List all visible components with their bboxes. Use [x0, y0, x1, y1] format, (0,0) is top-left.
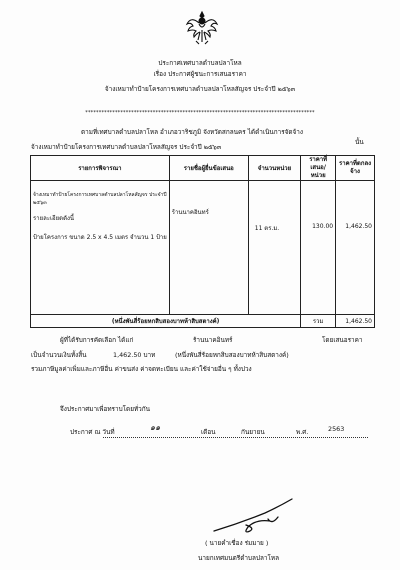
total-value: 1,462.50: [345, 223, 372, 230]
date-day: ๑๑: [150, 423, 161, 432]
col-header-vendor: รายชื่อผู้ยื่นข้อเสนอ: [169, 156, 248, 181]
award-vendor: ร้านนาคอินทร์: [193, 336, 233, 344]
col-header-units: จำนวนหน่วย: [248, 156, 301, 181]
table-footer-row: [31, 315, 375, 328]
award-amount-label: เป็นจำนวนเงินทั้งสิ้น: [31, 351, 87, 359]
footer-total: 1,462.50: [336, 315, 375, 328]
date-dotted-line: [103, 437, 368, 438]
unit-price-value: 130.00: [312, 223, 334, 230]
garuda-emblem-icon: [185, 10, 219, 46]
award-amount-words: (หนึ่งพันสี่ร้อยหกสิบสองบาทห้าสิบสตางค์): [175, 351, 289, 359]
col-header-total: ราคาที่ตกลงจ้าง: [336, 156, 375, 181]
vendor-cell: [169, 181, 248, 315]
vendor-name: ร้านนาคอินทร์: [171, 209, 209, 216]
header-org: ประกาศเทศบาลตำบลปลาโหล: [158, 59, 242, 67]
award-amount: 1,462.50 บาท: [113, 351, 156, 359]
date-year: 2563: [328, 425, 345, 433]
item-sub: รายละเอียดดังนี้: [33, 215, 75, 222]
award-label: ผู้ที่ได้รับการคัดเลือก ได้แก่: [60, 336, 134, 344]
unit-price-cell: [301, 181, 336, 315]
intro-line-2: จ้างเหมาทำป้ายโครงการเทศบาลตำบลปลาโหลสัญจร ประจำปี ๒๕๖๓: [31, 143, 222, 151]
table-row: [31, 181, 375, 315]
item-cell: [31, 181, 170, 315]
date-year-label: พ.ศ.: [296, 428, 309, 436]
header-subject: เรื่อง ประกาศผู้ชนะการเสนอราคา: [153, 70, 247, 78]
handwritten-signature: [210, 495, 305, 535]
intro-line-2-end: นั้น: [355, 138, 364, 146]
star-divider: *************************************************************************************: [85, 110, 315, 116]
units-value: 11 ตร.ม.: [254, 225, 280, 232]
footer-label: รวม: [301, 315, 336, 328]
col-header-item: รายการพิจารณา: [31, 156, 170, 181]
date-month-label: เดือน: [201, 428, 216, 436]
table-header-row: [31, 156, 375, 181]
award-offer-label: โดยเสนอราคา: [322, 336, 363, 344]
units-cell: [248, 181, 301, 315]
item-detail: ป้ายโครงการ ขนาด 2.5 x 4.5 เมตร จำนวน 1 ป้าย: [33, 234, 167, 241]
intro-line-1: ตามที่เทศบาลตำบลปลาโหล อำเภอวาริชภูมิ จังหวัดสกลนคร ได้ดำเนินการจัดจ้าง: [81, 128, 303, 136]
date-month: กันยายน: [241, 428, 265, 436]
item-title: จ้างเหมาทำป้ายโครงการเทศบาลตำบลปลาโหลสัญจร ประจำปี ๒๕๖๓: [33, 192, 167, 206]
total-cell: [336, 181, 375, 315]
award-tax-note: รวมภาษีมูลค่าเพิ่มและภาษีอื่น ค่าขนส่ง ค่าจดทะเบียน และค่าใช้จ่ายอื่น ๆ ทั้งปวง: [31, 365, 252, 373]
signer-title: นายกเทศมนตรีตำบลปลาโหล: [198, 554, 280, 562]
col-header-unit-price: ราคาที่เสนอ/หน่วย: [301, 156, 336, 181]
header-project: จ้างเหมาทำป้ายโครงการเทศบาลตำบลปลาโหลสัญจร ประจำปี ๒๕๖๓: [104, 85, 296, 93]
date-prefix: ประกาศ ณ วันที่: [70, 428, 115, 436]
price-table: [30, 155, 375, 328]
announce-line: จึงประกาศมาเพื่อทราบโดยทั่วกัน: [60, 405, 150, 413]
signer-name: ( นายคำเชื่อง ร่มมาย ): [205, 539, 269, 547]
footer-amount-words: (หนึ่งพันสี่ร้อยหกสิบสองบาทห้าสิบสตางค์): [31, 315, 301, 328]
